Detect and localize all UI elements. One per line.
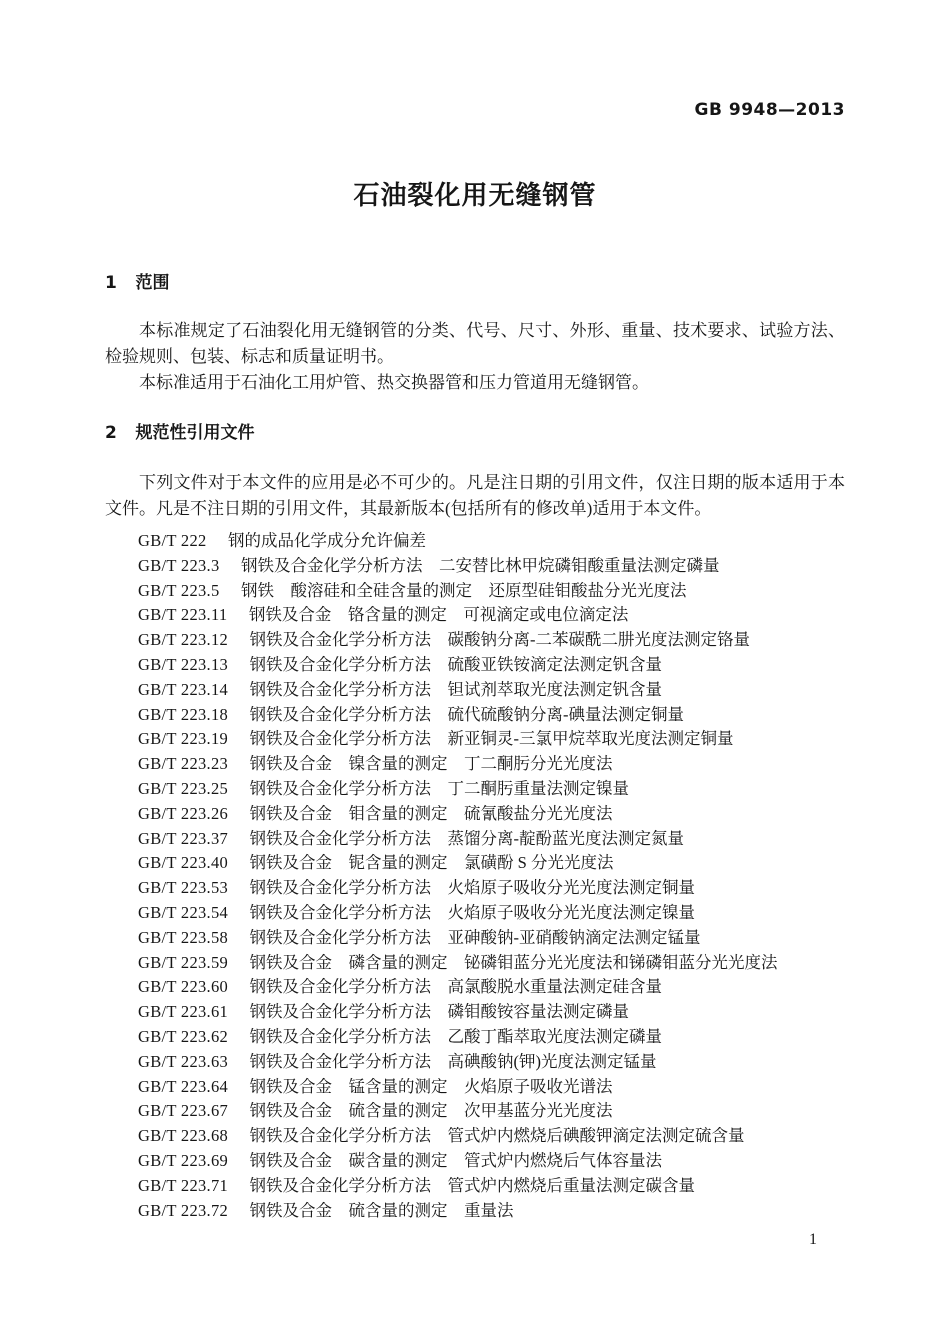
reference-code: GB/T 223.63 — [138, 1051, 229, 1071]
reference-title: 钢铁及合金化学分析方法 碳酸钠分离-二苯碳酰二肼光度法测定铬量 — [249, 630, 751, 650]
reference-code: GB/T 223.11 — [138, 605, 228, 625]
reference-title: 钢铁及合金化学分析方法 管式炉内燃烧后碘酸钾滴定法测定硫含量 — [249, 1126, 745, 1146]
reference-item — [138, 653, 845, 678]
reference-item — [138, 603, 845, 628]
reference-code: GB/T 223.58 — [138, 927, 229, 947]
reference-title: 钢铁及合金 硫含量的测定 次甲基蓝分光光度法 — [249, 1101, 613, 1121]
reference-code: GB/T 223.54 — [138, 902, 229, 922]
reference-title: 钢铁及合金 碳含量的测定 管式炉内燃烧后气体容量法 — [249, 1150, 663, 1170]
references-intro-paragraph: 下列文件对于本文件的应用是必不可少的。凡是注日期的引用文件，仅注日期的版本适用于本文件。凡是不注日期的引用文件，其最新版本(包括所有的修改单)适用于本文件。 — [105, 473, 845, 518]
reference-title: 钢铁及合金化学分析方法 二安替比林甲烷磷钼酸重量法测定磷量 — [240, 555, 720, 575]
section-scope-heading — [105, 274, 845, 293]
reference-item — [138, 975, 845, 1000]
reference-item — [138, 901, 845, 926]
reference-title: 钢铁及合金 磷含量的测定 铋磷钼蓝分光光度法和锑磷钼蓝分光光度法 — [249, 952, 778, 972]
section-references-number: 2 — [105, 423, 117, 443]
reference-code: GB/T 223.13 — [138, 654, 229, 674]
reference-code: GB/T 223.72 — [138, 1200, 229, 1220]
reference-code: GB/T 222 — [138, 531, 207, 550]
document-title: 石油裂化用无缝钢管 — [353, 181, 597, 211]
reference-code: GB/T 223.62 — [138, 1026, 229, 1046]
reference-item — [138, 777, 845, 802]
reference-item — [138, 1174, 845, 1199]
reference-title: 钢铁及合金化学分析方法 新亚铜灵-三氯甲烷萃取光度法测定铜量 — [249, 729, 734, 749]
reference-item — [138, 1199, 845, 1224]
reference-title: 钢铁及合金 锰含量的测定 火焰原子吸收光谱法 — [249, 1076, 613, 1096]
reference-code: GB/T 223.14 — [138, 679, 229, 699]
section-references-heading — [105, 424, 845, 443]
reference-item — [138, 1149, 845, 1174]
reference-code: GB/T 223.25 — [138, 778, 229, 798]
reference-title: 钢铁及合金 铬含量的测定 可视滴定或电位滴定法 — [248, 605, 629, 625]
reference-code: GB/T 223.18 — [138, 704, 229, 724]
reference-code: GB/T 223.53 — [138, 878, 229, 898]
section-scope-title: 范围 — [135, 273, 170, 293]
reference-code: GB/T 223.23 — [138, 754, 229, 774]
reference-list — [105, 529, 845, 1223]
reference-title: 钢铁及合金化学分析方法 亚砷酸钠-亚硝酸钠滴定法测定锰量 — [249, 927, 701, 947]
section-scope-body — [105, 318, 845, 396]
reference-item — [138, 1050, 845, 1075]
reference-item — [138, 1124, 845, 1149]
reference-item — [138, 554, 845, 579]
reference-code: GB/T 223.64 — [138, 1076, 229, 1096]
reference-title: 钢铁及合金化学分析方法 高氯酸脱水重量法测定硅含量 — [249, 977, 663, 997]
reference-item — [138, 951, 845, 976]
reference-title: 钢铁及合金化学分析方法 管式炉内燃烧后重量法测定碳含量 — [249, 1175, 696, 1195]
reference-title: 钢铁及合金 镍含量的测定 丁二酮肟分光光度法 — [249, 754, 613, 774]
reference-item — [138, 851, 845, 876]
section-scope-number: 1 — [105, 273, 117, 293]
reference-title: 钢铁及合金化学分析方法 蒸馏分离-靛酚蓝光度法测定氮量 — [249, 828, 685, 848]
reference-title: 钢铁及合金化学分析方法 磷钼酸铵容量法测定磷量 — [249, 1002, 630, 1022]
reference-title: 钢铁及合金化学分析方法 乙酸丁酯萃取光度法测定磷量 — [249, 1026, 663, 1046]
reference-item — [138, 802, 845, 827]
reference-item — [138, 1025, 845, 1050]
reference-code: GB/T 223.61 — [138, 1002, 229, 1022]
reference-code: GB/T 223.5 — [138, 580, 220, 600]
reference-item — [138, 579, 845, 604]
reference-code: GB/T 223.59 — [138, 952, 229, 972]
reference-code: GB/T 223.3 — [138, 555, 220, 575]
reference-item — [138, 703, 845, 728]
reference-title: 钢铁及合金化学分析方法 丁二酮肟重量法测定镍量 — [249, 778, 630, 798]
reference-code: GB/T 223.68 — [138, 1126, 229, 1146]
reference-title: 钢铁及合金 钼含量的测定 硫氰酸盐分光光度法 — [249, 803, 613, 823]
section-references-title: 规范性引用文件 — [135, 423, 255, 443]
reference-code: GB/T 223.71 — [138, 1175, 229, 1195]
reference-code: GB/T 223.67 — [138, 1101, 229, 1121]
reference-item — [138, 529, 845, 554]
page-number: 1 — [809, 1231, 817, 1249]
reference-item — [138, 827, 845, 852]
reference-code: GB/T 223.40 — [138, 853, 229, 873]
reference-item — [138, 752, 845, 777]
reference-title: 钢铁及合金化学分析方法 火焰原子吸收分光光度法测定镍量 — [249, 902, 696, 922]
reference-title: 钢铁及合金化学分析方法 钽试剂萃取光度法测定钒含量 — [249, 679, 663, 699]
reference-code: GB/T 223.12 — [138, 630, 229, 650]
reference-title: 钢铁及合金化学分析方法 高碘酸钠(钾)光度法测定锰量 — [249, 1051, 657, 1071]
reference-item — [138, 926, 845, 951]
reference-code: GB/T 223.69 — [138, 1150, 229, 1170]
reference-code: GB/T 223.19 — [138, 729, 229, 749]
reference-item — [138, 876, 845, 901]
reference-title: 钢铁及合金化学分析方法 火焰原子吸收分光光度法测定铜量 — [249, 878, 696, 898]
reference-title: 钢铁及合金 硫含量的测定 重量法 — [249, 1200, 514, 1220]
reference-title: 钢的成品化学成分允许偏差 — [228, 531, 426, 550]
reference-item — [138, 727, 845, 752]
reference-title: 钢铁及合金化学分析方法 硫代硫酸钠分离-碘量法测定铜量 — [249, 704, 685, 724]
reference-title: 钢铁及合金 铌含量的测定 氯磺酚 S 分光光度法 — [249, 853, 614, 873]
standard-code-header: GB 9948—2013 — [694, 100, 845, 120]
reference-item — [138, 678, 845, 703]
reference-item — [138, 1075, 845, 1100]
reference-title: 钢铁及合金化学分析方法 硫酸亚铁铵滴定法测定钒含量 — [249, 654, 663, 674]
reference-item — [138, 1000, 845, 1025]
scope-paragraph-1: 本标准规定了石油裂化用无缝钢管的分类、代号、尺寸、外形、重量、技术要求、试验方法、检验规则、包装、标志和质量证明书。 — [105, 321, 845, 366]
reference-code: GB/T 223.37 — [138, 828, 229, 848]
reference-item — [138, 628, 845, 653]
scope-paragraph-2: 本标准适用于石油化工用炉管、热交换器管和压力管道用无缝钢管。 — [139, 373, 649, 392]
reference-item — [138, 1099, 845, 1124]
reference-code: GB/T 223.26 — [138, 803, 229, 823]
reference-title: 钢铁 酸溶硅和全硅含量的测定 还原型硅钼酸盐分光光度法 — [240, 580, 687, 600]
reference-code: GB/T 223.60 — [138, 977, 229, 997]
